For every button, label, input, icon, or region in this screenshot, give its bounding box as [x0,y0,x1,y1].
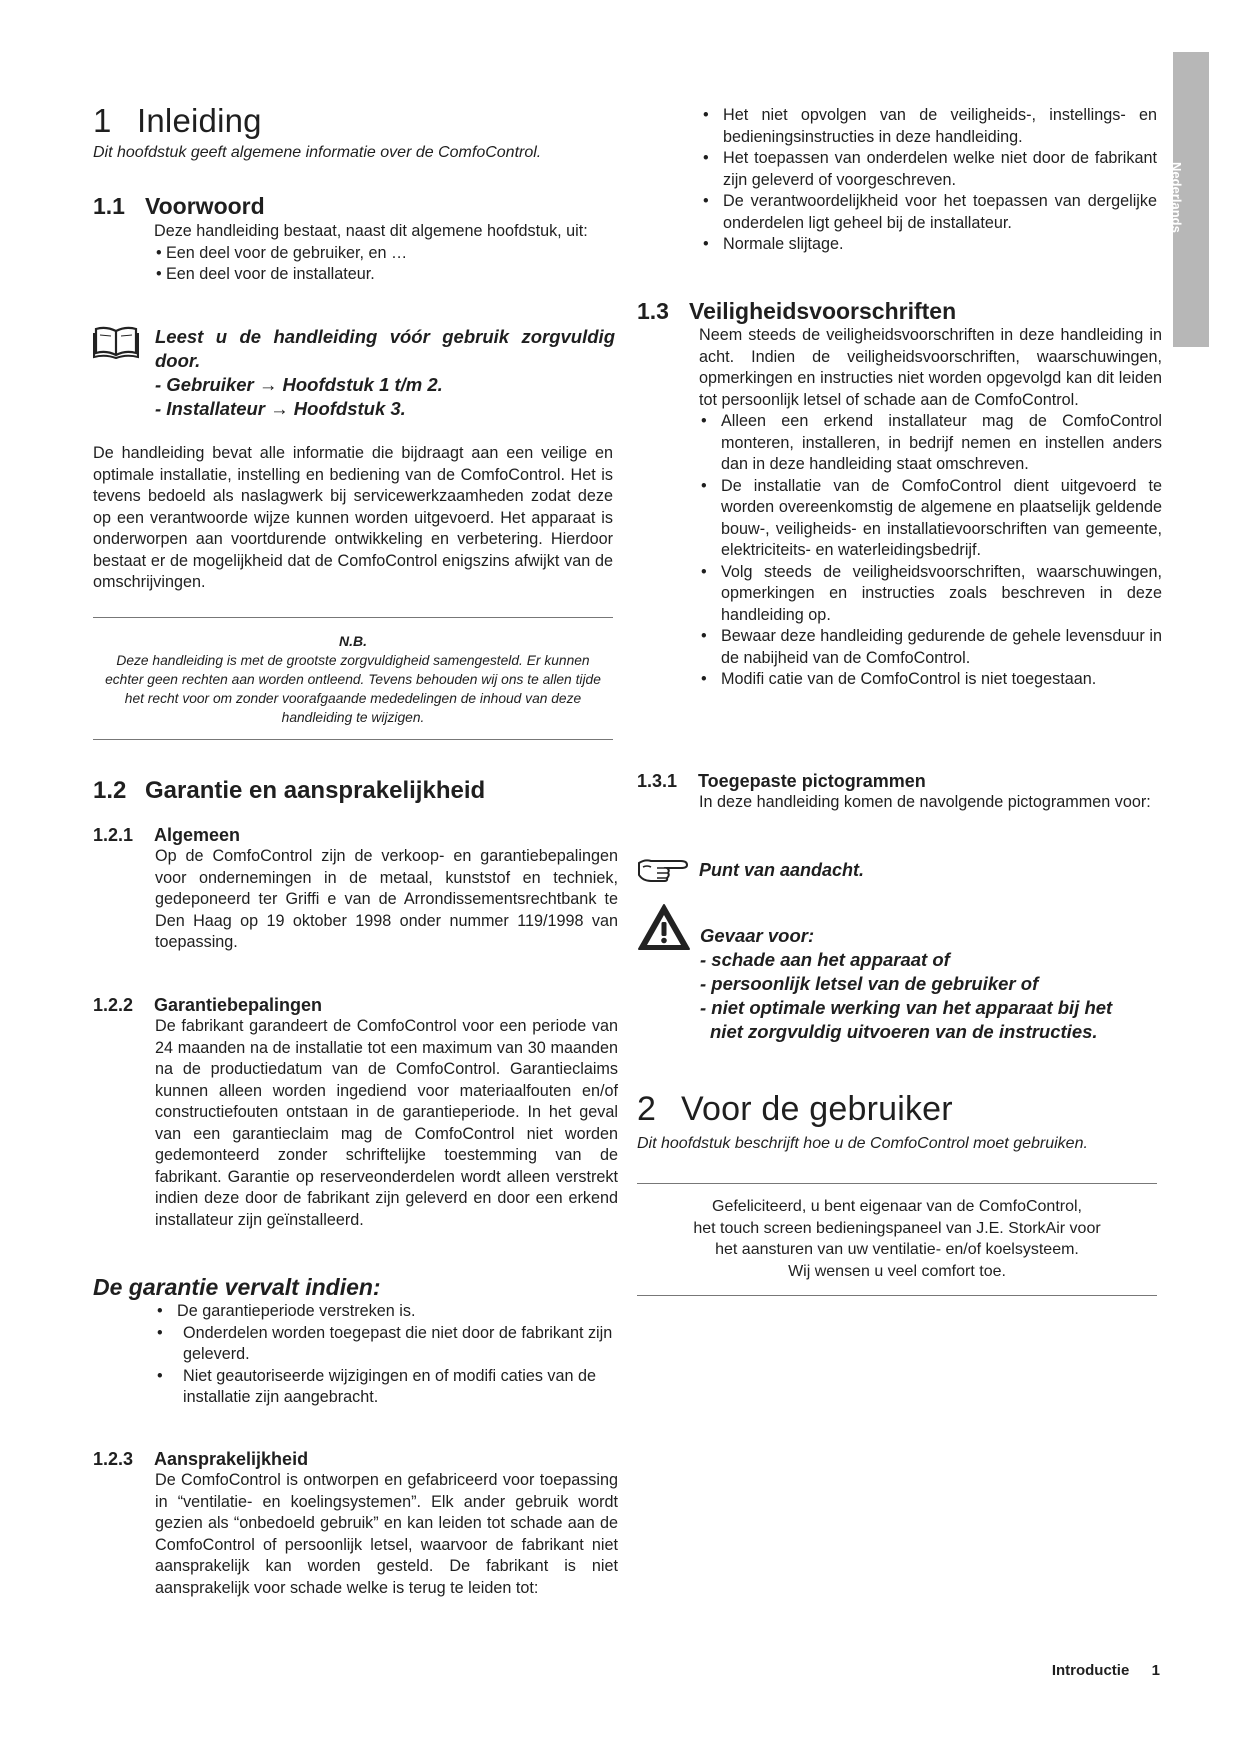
section-number: 1.2 [93,777,127,804]
section-title: Aansprakelijkheid [154,1449,309,1469]
note-title: N.B. [339,633,367,649]
section-number: 1.3 [637,298,669,324]
section-number: 1.2.3 [93,1449,134,1469]
read-manual-callout [93,325,618,421]
chapter-intro: Dit hoofdstuk geeft algemene informatie over de ComfoControl. [93,144,542,161]
list-item: • Het niet opvolgen van de veiligheids-, instellings- en bedieningsinstructies in deze handleiding. [701,105,1157,148]
read-line-2: - Gebruiker → Hoofdstuk 1 t/m 2. [155,374,443,395]
chapter-intro: Dit hoofdstuk beschrijft hoe u de ComfoControl moet gebruiken. [637,1135,1088,1152]
list-item: • Het toepassen van onderdelen welke niet door de fabrikant zijn geleverd of voorgeschreven. [701,148,1157,191]
congrats-line: Wij wensen u veel comfort toe. [788,1262,1006,1280]
section-title: Toegepaste pictogrammen [698,771,926,791]
language-tab-label: Nederlands [1169,162,1184,233]
section-1-2-3 [93,1449,618,1599]
read-line-1: Leest u de handleiding vóór gebruik zorgvuldig door. [155,326,615,371]
list-item: • Bewaar deze handleiding gedurende de gehele levensduur in de nabijheid van de ComfoControl. [699,626,1162,669]
danger-item: niet zorgvuldig uitvoeren van de instructies. [710,1021,1098,1042]
section-1-1 [93,193,618,286]
section-1-3 [637,298,1162,691]
congrats-line: het aansturen van uw ventilatie- en/of koelsysteem. [715,1241,1079,1258]
warranty-void [93,1274,618,1409]
attention-pictogram [637,855,1162,885]
list-item: • Onderdelen worden toegepast die niet door de fabrikant zijn geleverd. [155,1323,618,1366]
list-item: • De installatie van de ComfoControl dient uitgevoerd te worden overeenkomstig de algemene en plaatselijk geldende bouw-, veiligheids- en installatievoorschriften van gemeente, elektriciteits- en waterleidingsbedrijf. [699,476,1162,562]
open-book-icon [93,325,141,361]
list-item: • Volg steeds de veiligheidsvoorschriften, waarschuwingen, opmerkingen en instructies zoals beschreven in deze handleiding op. [699,562,1162,627]
read-line-3: - Installateur → Hoofdstuk 3. [155,398,406,419]
section-title: Garantie en aansprakelijkheid [145,777,486,804]
section-text: De fabrikant garandeert de ComfoControl voor een periode van 24 maanden na de installatie tot een maximum van 30 maanden na de productiedatum van de ComfoControl. Garantieclaims kunnen alleen worden ingediend voor materiaalfouten en/of constructiefouten ontstaan in de garantieperiode. In het geval van een garantieclaim mag de ComfoControl niet worden gedemonteerd zonder schriftelijke toestemming van de fabrikant. Garantie op reserveonderdelen wordt alleen verstrekt indien deze door de fabrikant zijn geleverd en door een erkend installateur zijn geïnstalleerd. [155,1017,618,1229]
list-item: • Een deel voor de installateur. [154,264,618,286]
danger-item: - persoonlijk letsel van de gebruiker of [700,973,1039,994]
section-text: De ComfoControl is ontworpen en gefabriceerd voor toepassing in “ventilatie- en koelingsystemen”. Elk ander gebruik wordt gezien als “onbedoeld gebruik” en kan leiden tot schade aan de ComfoControl of persoonlijk letsel, waarvoor de fabrikant niet aansprakelijk kan worden gesteld. De fabrikant is niet aansprakelijk voor schade welke is terug te leiden tot: [155,1471,618,1597]
body-text: De handleiding bevat alle informatie die bijdraagt aan een veilige en optimale installatie, instelling en bediening van de ComfoControl. Het is tevens bedoeld als naslagwerk bij servicewerkzaamheden zodat deze op een verantwoorde wijze kunnen worden uitgevoerd. Het apparaat is onderworpen aan voortdurende ontwikkeling en verbetering. Hierdoor bestaat er de mogelijkheid dat de ComfoControl enigszins afwijkt van de omschrijvingen. [93,444,613,591]
section-number: 1.2.1 [93,825,134,845]
chapter-number: 1 [93,102,112,139]
danger-title: Gevaar voor: [700,925,815,946]
danger-item: - schade aan het apparaat of [700,949,950,970]
section-title: Veiligheidsvoorschriften [689,298,957,324]
section-text: Neem steeds de veiligheidsvoorschriften in deze handleiding in acht. Indien de veiligheidsvoorschriften, waarschuwingen, opmerkingen en instructies niet worden opgevolgd kan dit leiden tot persoonlijk letsel of schade aan de ComfoControl. [699,326,1162,409]
chapter-2-header [637,1090,1162,1153]
danger-pictogram [637,902,1162,1044]
list-item: • Modifi catie van de ComfoControl is niet toegestaan. [699,669,1162,691]
list-item: • Een deel voor de gebruiker, en … [154,243,618,265]
safety-list [699,411,1162,691]
section-number: 1.2.2 [93,995,134,1015]
congrats-line: Gefeliciteerd, u bent eigenaar van de ComfoControl, [712,1198,1082,1215]
chapter-title: Inleiding [137,102,262,139]
bullet-list [154,243,618,286]
section-1-2-2 [93,995,618,1231]
section-text: In deze handleiding komen de navolgende pictogrammen voor: [699,793,1151,811]
danger-item: - niet optimale werking van het apparaat bij het [700,997,1113,1018]
page-number: 1 [1151,1662,1160,1679]
note-text: Deze handleiding is met de grootste zorgvuldigheid samengesteld. Er kunnen echter geen rechten aan worden ontleend. Tevens behouden wij ons te allen tijde het recht voor om zonder voorafgaande mededelingen de inhoud van deze handleiding te wijzigen. [105,653,601,725]
page-footer [1052,1662,1160,1679]
pointing-hand-icon [637,855,695,885]
warning-triangle-icon [637,902,695,954]
chapter-title: Voor de gebruiker [681,1090,953,1128]
congrats-line: het touch screen bedieningspaneel van J.E. StorkAir voor [693,1219,1101,1237]
section-text: Deze handleiding bestaat, naast dit algemene hoofdstuk, uit: [154,222,588,240]
list-item: • De garantieperiode verstreken is. [155,1301,618,1323]
list-item: • De verantwoordelijkheid voor het toepassen van dergelijke onderdelen ligt geheel bij de installateur. [701,191,1157,234]
section-1-3-1 [637,771,1162,814]
section-number: 1.1 [93,193,125,219]
warranty-void-title: De garantie vervalt indien: [93,1274,381,1300]
section-number: 1.3.1 [637,771,678,791]
list-item: • Alleen een erkend installateur mag de ComfoControl monteren, installeren, in bedrijf nemen en instellen anders dan in deze handleiding staat omschreven. [699,411,1162,476]
section-text: Op de ComfoControl zijn de verkoop- en garantiebepalingen voor ondernemingen in de metaal, kunststof en techniek, gedeponeerd ter Griffi e van de Arrondissementsrechtbank te Den Haag op 19 oktober 1998 onder nummer 119/1998 van toepassing. [155,847,618,951]
chapter-1-header [93,102,618,162]
language-tab [1169,52,1209,347]
footer-label: Introductie [1051,1662,1130,1679]
liability-list [637,105,1157,256]
section-1-2 [93,777,618,805]
section-title: Voorwoord [145,193,265,219]
congrats-box [637,1183,1157,1296]
section-title: Algemeen [154,825,241,845]
section-1-2-1 [93,825,618,954]
section-1-1-body [93,443,613,594]
list-item: • Niet geautoriseerde wijzigingen en of modifi caties van de installatie zijn aangebracht. [155,1366,618,1409]
note-box [93,617,613,740]
section-title: Garantiebepalingen [154,995,323,1015]
list-item: • Normale slijtage. [701,234,1157,256]
chapter-number: 2 [637,1090,657,1128]
attention-text: Punt van aandacht. [699,860,865,880]
warranty-void-list [155,1301,618,1409]
